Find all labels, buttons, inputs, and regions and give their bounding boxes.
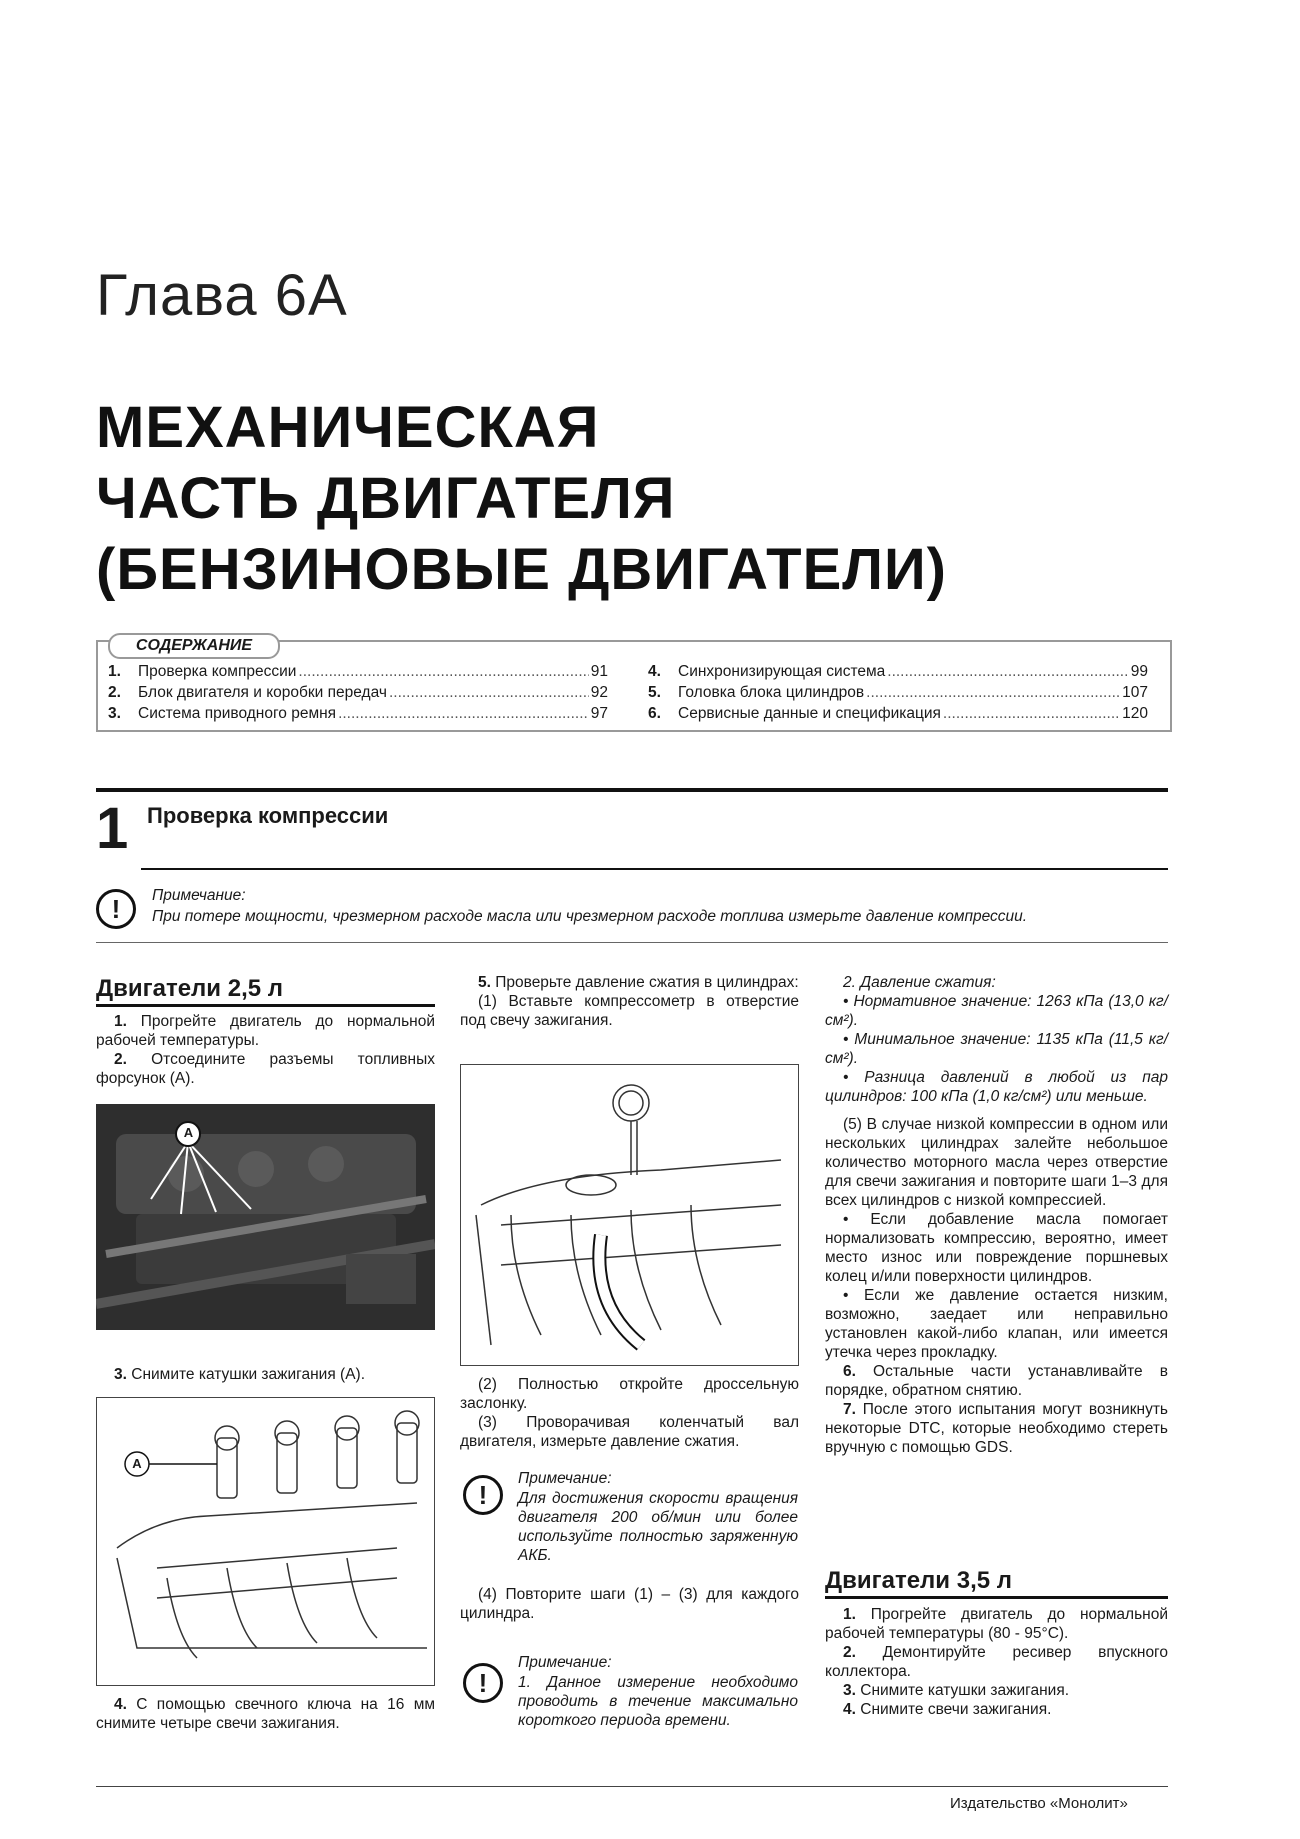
note-text: При потере мощности, чрезмерном расходе масла или чрезмерном расходе топлива измерьте давление компрессии. [152, 908, 1028, 925]
engine-photo-graphic [96, 1104, 435, 1330]
substep-3: (3) Проворачивая коленчатый вал двигателя, измерьте давление сжатия. [460, 1414, 799, 1450]
step-1 [96, 1012, 435, 1050]
toc-item-page: 97 [590, 705, 608, 722]
footer-rule [96, 1786, 1168, 1787]
section-number: 1 [96, 796, 129, 861]
warning-icon: ! [463, 1663, 503, 1703]
toc-item[interactable] [108, 682, 608, 703]
chapter-label: Глава 6А [96, 263, 348, 328]
spec-bullet: • Минимальное значение: 1135 кПа (11,5 кг/см²). [825, 1031, 1168, 1067]
subheading-rule [825, 1596, 1168, 1599]
step-num: 7. [843, 1401, 856, 1418]
step-text: Демонтируйте ресивер впускного коллектора. [825, 1644, 1168, 1680]
step-num: 3. [114, 1366, 127, 1383]
callout-a-label: A [183, 1125, 194, 1140]
step-4 [96, 1695, 435, 1733]
toc-item-text: Система приводного ремня [138, 705, 337, 722]
step-num: 2. [114, 1051, 127, 1068]
subheading-engines-35: Двигатели 3,5 л [825, 1567, 1012, 1594]
col2-top [460, 973, 799, 1030]
toc-item[interactable] [648, 661, 1148, 682]
spec-bullet: • Разница давлений в любой из пар цилиндров: 100 кПа (1,0 кг/см²) или меньше. [825, 1069, 1168, 1105]
compression-gauge-drawing [461, 1065, 798, 1365]
step-3 [96, 1365, 435, 1384]
col2-substep-4 [460, 1585, 799, 1623]
step-1 [825, 1605, 1168, 1643]
section-rule-bottom [141, 868, 1168, 870]
toc-leader [943, 703, 1120, 724]
title-line-1: МЕХАНИЧЕСКАЯ [96, 395, 600, 460]
warning-icon: ! [463, 1475, 503, 1515]
col1-step-3 [96, 1365, 435, 1384]
toc-item-page: 91 [590, 663, 608, 680]
col2-mid [460, 1375, 799, 1451]
engine-photo [96, 1104, 435, 1330]
callout-a-label: A [132, 1456, 142, 1471]
toc-item-num: 3. [108, 705, 121, 722]
toc-item-num: 6. [648, 705, 661, 722]
step-num: 5. [478, 974, 491, 991]
toc-item-page: 120 [1122, 705, 1148, 722]
section-rule-top [96, 788, 1168, 792]
toc-item-text: Синхронизирующая система [678, 663, 886, 680]
note-text: Для достижения скорости вращения двигателя 200 об/мин или более используйте полностью заряженную АКБ. [518, 1490, 798, 1564]
bullet: • Если добавление масла помогает нормализовать компрессию, вероятно, имеет место износ или повреждение поршневых колец и/или поверхности цилиндров. [825, 1211, 1168, 1285]
note-divider [96, 942, 1168, 943]
toc-leader [389, 682, 589, 703]
toc-leader [298, 661, 588, 682]
title-line-3: (БЕНЗИНОВЫЕ ДВИГАТЕЛИ) [96, 537, 947, 602]
toc-leader [866, 682, 1120, 703]
warning-icon: ! [96, 889, 136, 929]
toc-column-right [648, 661, 1148, 724]
page-title [96, 392, 947, 605]
step-num: 1. [114, 1013, 127, 1030]
substep-2: (2) Полностью откройте дроссельную заслонку. [460, 1376, 799, 1412]
step-text: Проверьте давление сжатия в цилиндрах: [495, 974, 799, 991]
substep-1: (1) Вставьте компрессометр в отверстие под свечу зажигания. [460, 993, 799, 1029]
note-heading: Примечание: [518, 1654, 612, 1671]
step-num: 4. [843, 1701, 856, 1718]
toc-item-num: 4. [648, 663, 661, 680]
subheading-engines-25: Двигатели 2,5 л [96, 975, 283, 1002]
col1-step-4 [96, 1695, 435, 1733]
substep-4: (4) Повторите шаги (1) – (3) для каждого цилиндра. [460, 1586, 799, 1622]
step-num: 2. [843, 1644, 856, 1661]
toc-item-num: 5. [648, 684, 661, 701]
step-7 [825, 1400, 1168, 1457]
step-text: После этого испытания могут возникнуть некоторые DTC, которые необходимо стереть вручную с помощью GDS. [825, 1401, 1168, 1456]
step-text: Прогрейте двигатель до нормальной рабочей температуры. [96, 1013, 436, 1049]
toc-item-page: 92 [590, 684, 608, 701]
toc-item-text: Проверка компрессии [138, 663, 297, 680]
step-2 [96, 1050, 435, 1088]
step-text: Отсоедините разъемы топливных форсунок (А). [96, 1051, 435, 1087]
toc-item-text: Головка блока цилиндров [678, 684, 865, 701]
toc-label: СОДЕРЖАНИЕ [108, 633, 280, 659]
step-text: Остальные части устанавливайте в порядке, обратном снятию. [825, 1363, 1168, 1399]
step-num: 6. [843, 1363, 856, 1380]
compression-gauge-figure [460, 1064, 799, 1366]
step-3 [825, 1681, 1168, 1700]
ignition-coils-drawing [97, 1398, 434, 1685]
toc-item-text: Блок двигателя и коробки передач [138, 684, 387, 701]
col3-steps-35 [825, 1605, 1168, 1719]
toc-column-left [108, 661, 608, 724]
pressure-heading: 2. Давление сжатия: [843, 974, 996, 991]
step-num: 1. [843, 1606, 856, 1623]
toc-leader [887, 661, 1128, 682]
toc-item-text: Сервисные данные и спецификация [678, 705, 941, 722]
step-text: Прогрейте двигатель до нормальной рабочей температуры (80 - 95°С). [825, 1606, 1169, 1642]
ignition-coils-figure [96, 1397, 435, 1686]
toc-item-page: 107 [1122, 684, 1148, 701]
bullet: • Если же давление остается низким, возможно, заедает или неправильно установлен какой-либо клапан, или имеется утечка через прокладку. [825, 1287, 1168, 1361]
note-text: 1. Данное измерение необходимо проводить в течение максимально короткого периода времени. [518, 1674, 798, 1729]
toc-item-num: 1. [108, 663, 121, 680]
step-num: 4. [114, 1696, 127, 1713]
step-text: Снимите катушки зажигания. [860, 1682, 1070, 1699]
section-title: Проверка компрессии [147, 803, 389, 828]
toc-item-num: 2. [108, 684, 121, 701]
toc-item[interactable] [108, 703, 608, 724]
step-text: Снимите катушки зажигания (А). [131, 1366, 366, 1383]
step-num: 3. [843, 1682, 856, 1699]
note-heading: Примечание: [152, 887, 246, 904]
toc-item[interactable] [648, 703, 1148, 724]
toc-item[interactable] [108, 661, 608, 682]
step-5 [460, 973, 799, 992]
col3-top [825, 973, 1168, 1457]
toc-item[interactable] [648, 682, 1148, 703]
title-line-2: ЧАСТЬ ДВИГАТЕЛЯ [96, 466, 676, 531]
note-heading: Примечание: [518, 1470, 612, 1487]
toc-leader [338, 703, 589, 724]
step-text: Снимите свечи зажигания. [860, 1701, 1052, 1718]
substep-5: (5) В случае низкой компрессии в одном или нескольких цилиндрах залейте небольшое количество моторного масла через отверстие для свечи зажигания и повторите шаги 1–3 для всех цилиндров с низкой компрессией. [825, 1116, 1168, 1209]
footer-publisher: Издательство «Монолит» [950, 1795, 1128, 1812]
step-2 [825, 1643, 1168, 1681]
step-4 [825, 1700, 1168, 1719]
col1-steps-top [96, 1012, 435, 1088]
step-6 [825, 1362, 1168, 1400]
subheading-rule [96, 1004, 435, 1007]
toc-item-page: 99 [1130, 663, 1148, 680]
step-text: С помощью свечного ключа на 16 мм снимите четыре свечи зажигания. [96, 1696, 436, 1732]
spec-bullet: • Нормативное значение: 1263 кПа (13,0 кг/см²). [825, 993, 1168, 1029]
